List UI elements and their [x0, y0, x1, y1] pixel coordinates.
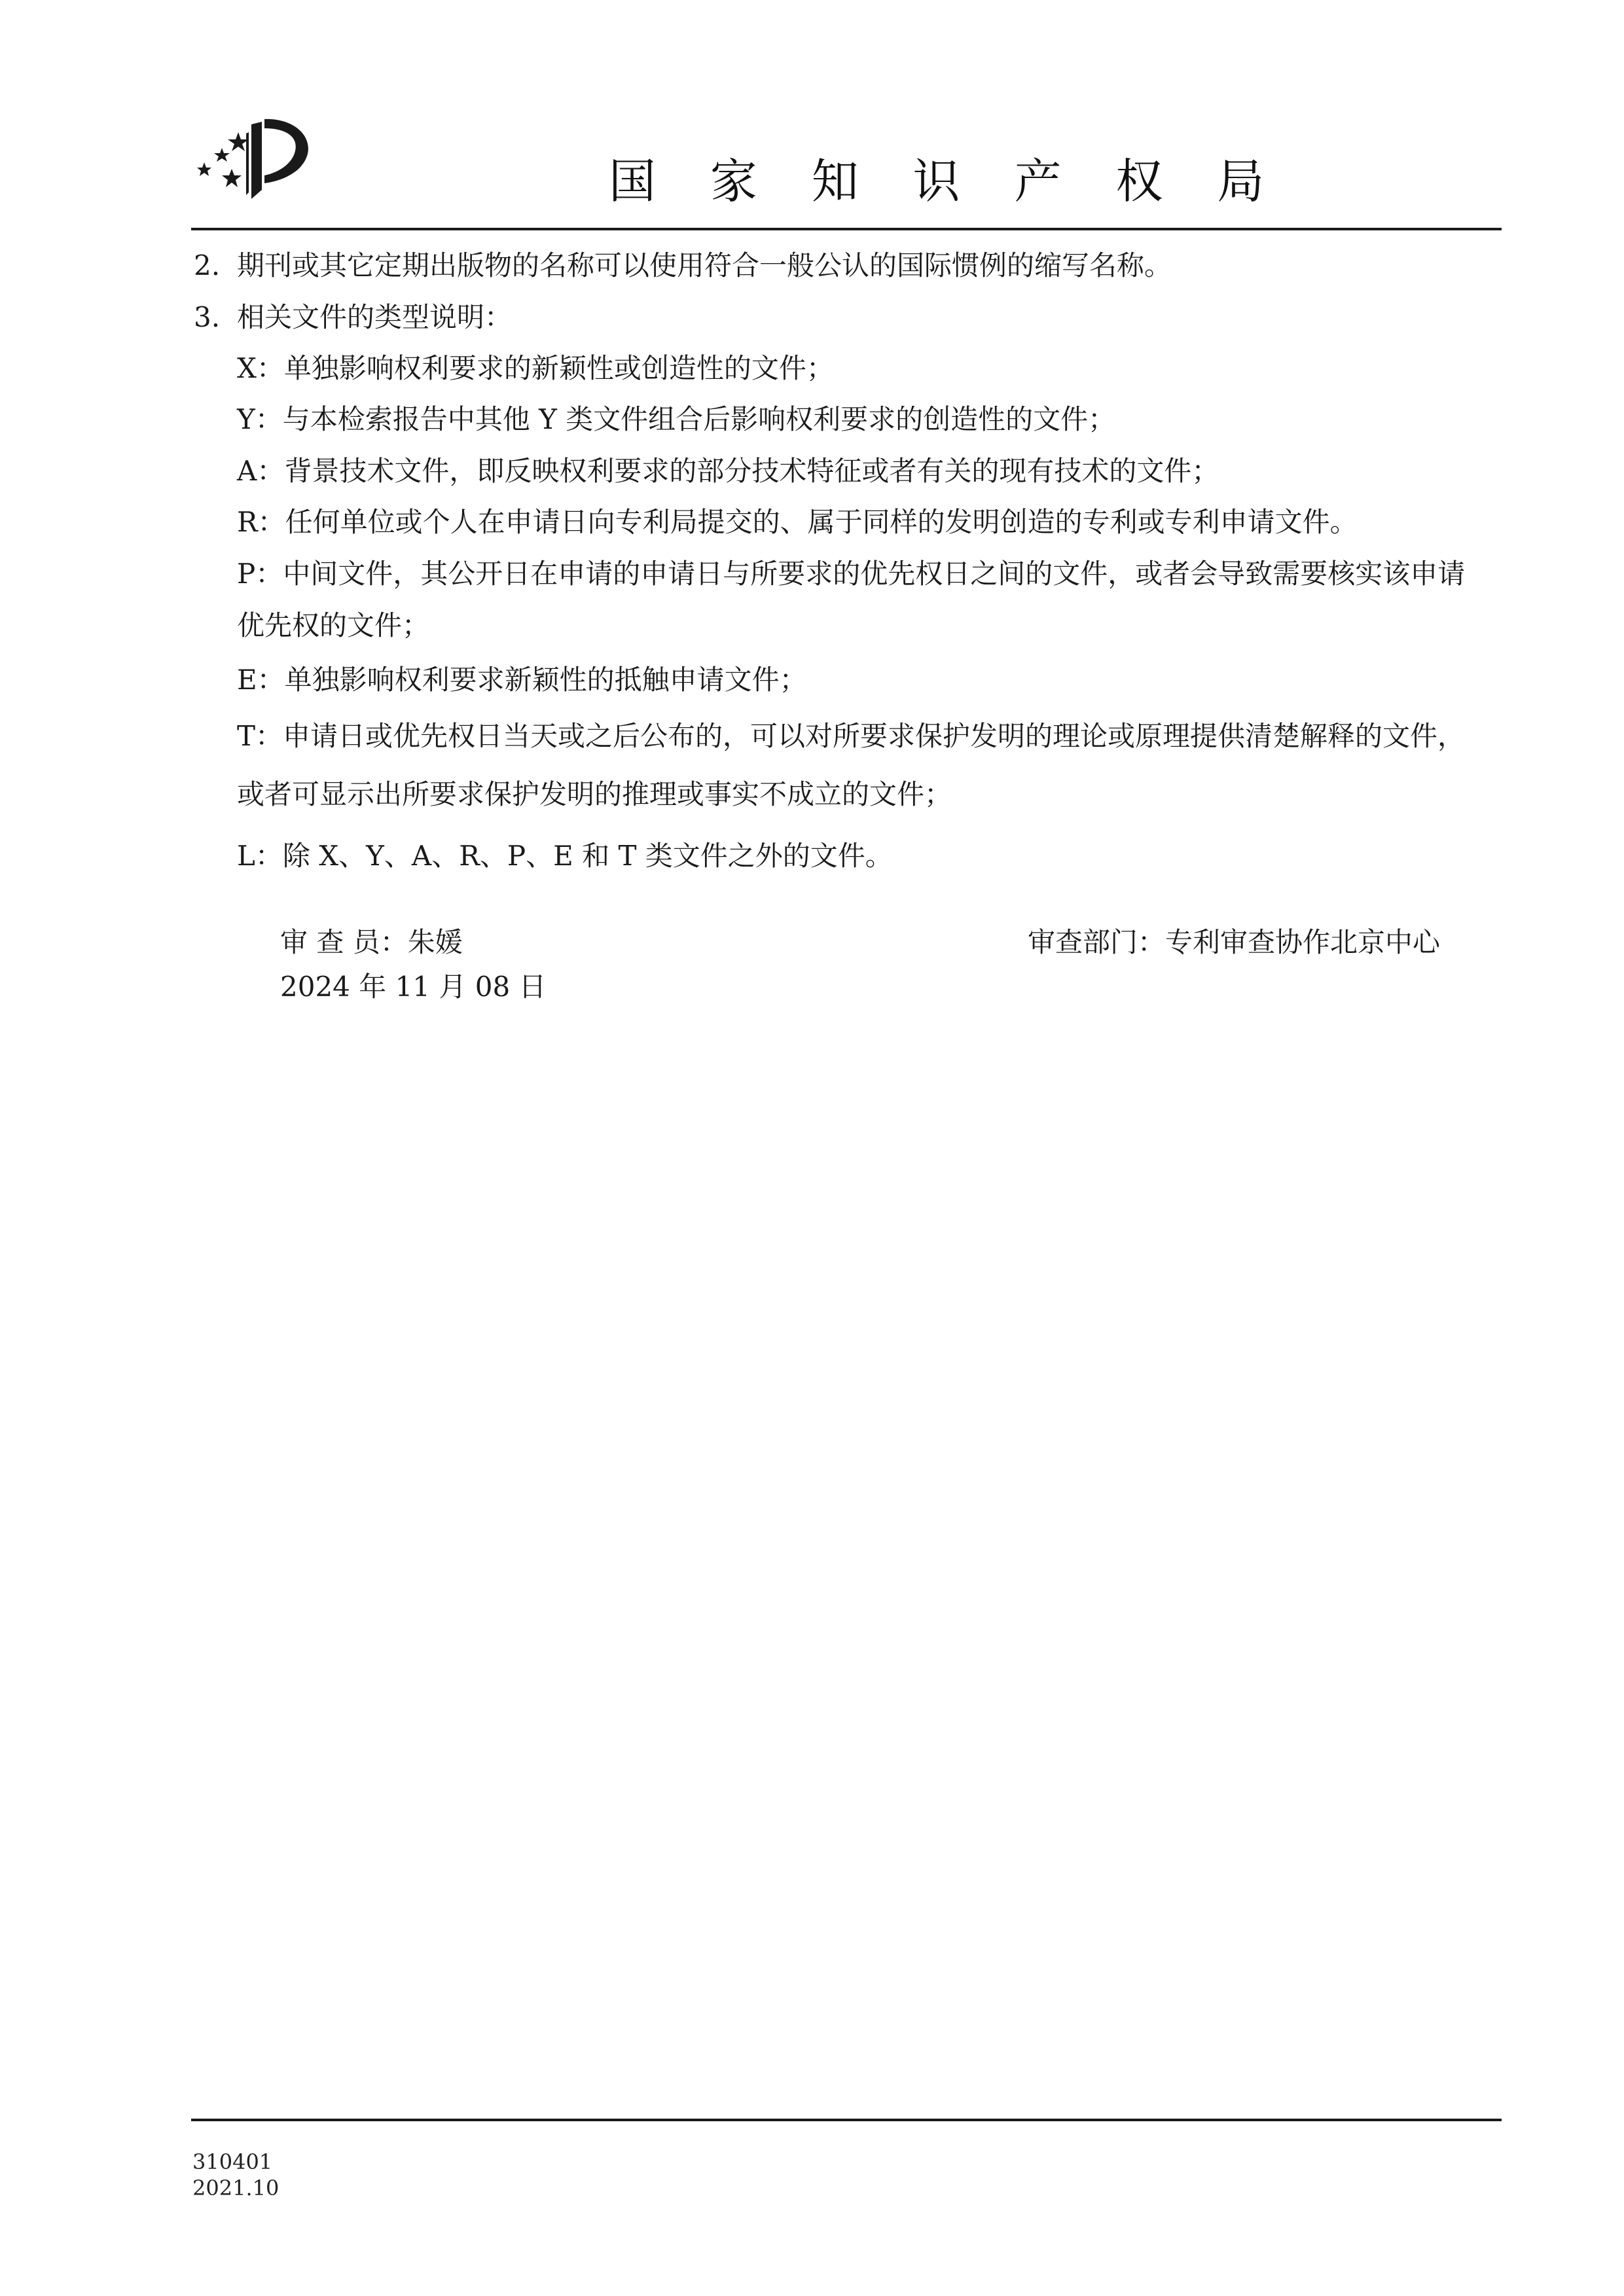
cnipa-emblem-icon	[191, 110, 316, 202]
type-l: L：除 X、Y、A、R、P、E 和 T 类文件之外的文件。	[237, 840, 893, 872]
type-e: E：单独影响权利要求新颖性的抵触申请文件；	[237, 664, 807, 696]
note-3-number: 3.	[194, 301, 221, 333]
form-version: 2021.10	[192, 2176, 280, 2200]
type-y: Y：与本检索报告中其他 Y 类文件组合后影响权利要求的创造性的文件；	[237, 403, 1116, 435]
footer-divider	[191, 2119, 1502, 2121]
form-code: 310401	[192, 2149, 273, 2174]
note-3-text: 相关文件的类型说明：	[237, 301, 513, 333]
agency-title: 国 家 知 识 产 权 局	[609, 154, 1284, 209]
type-x: X：单独影响权利要求的新颖性或创造性的文件；	[237, 352, 834, 384]
type-a: A：背景技术文件，即反映权利要求的部分技术特征或者有关的现有技术的文件；	[237, 455, 1219, 487]
type-p: P：中间文件，其公开日在申请的申请日与所要求的优先权日之间的文件，或者会导致需要核实该申请	[237, 558, 1466, 590]
type-p-continued: 优先权的文件；	[237, 609, 430, 641]
note-2-number: 2.	[194, 249, 221, 281]
note-2-text: 期刊或其它定期出版物的名称可以使用符合一般公认的国际惯例的缩写名称。	[237, 249, 1172, 281]
report-date: 2024 年 11 月 08 日	[280, 971, 547, 1003]
type-t-continued: 或者可显示出所要求保护发明的推理或事实不成立的文件；	[237, 778, 952, 810]
examiner-name: 审 查 员：朱媛	[280, 926, 463, 958]
type-r: R：任何单位或个人在申请日向专利局提交的、属于同样的发明创造的专利或专利申请文件。	[237, 506, 1358, 538]
header-divider	[191, 228, 1502, 230]
examining-department: 审查部门：专利审查协作北京中心	[1028, 926, 1441, 958]
type-t: T：申请日或优先权日当天或之后公布的，可以对所要求保护发明的理论或原理提供清楚解释的文件，	[237, 720, 1466, 752]
